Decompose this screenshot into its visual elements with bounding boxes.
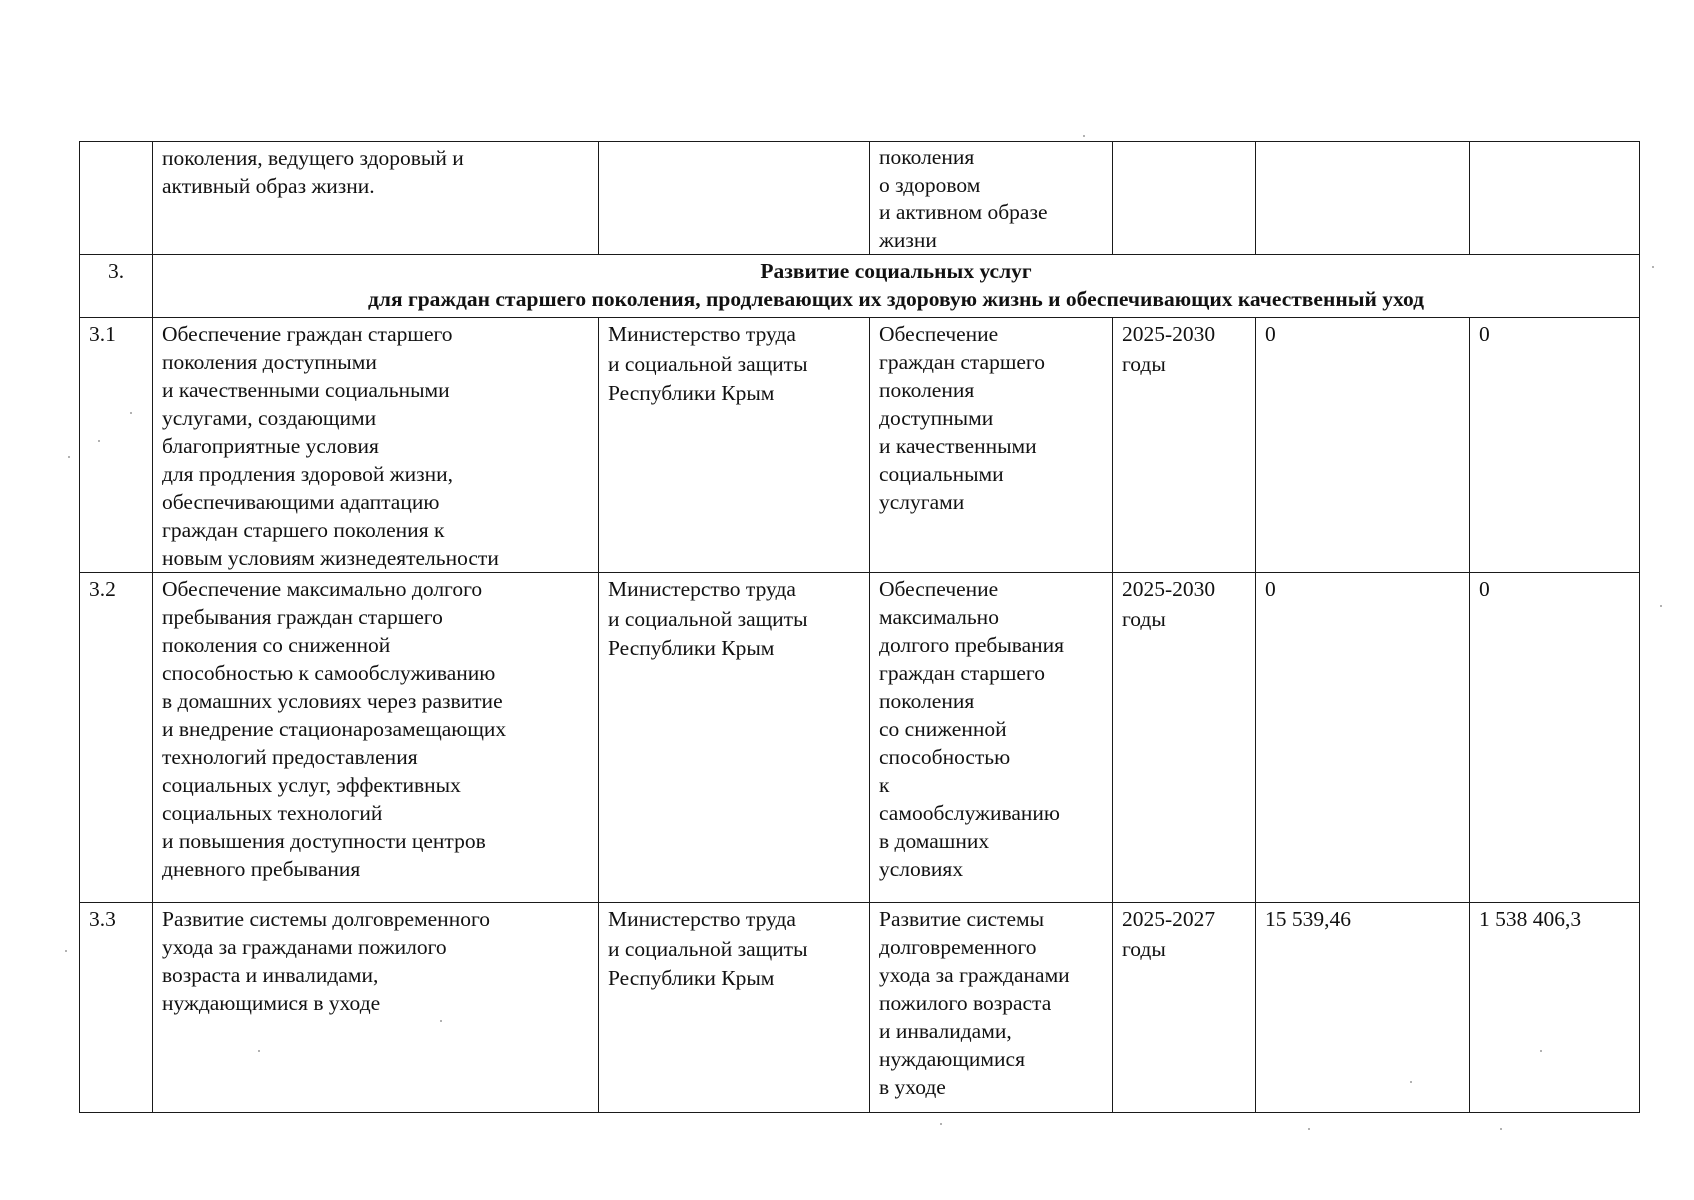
term-cell [1113,142,1256,255]
table-row [80,903,1640,1113]
table-row [80,573,1640,903]
sum-a-cell: 0 [1256,318,1470,573]
sum-a-cell: 15 539,46 [1256,903,1470,1113]
scan-speck [258,1050,260,1052]
sum-a-cell: 0 [1256,573,1470,903]
term-cell: 2025-2030 годы [1113,318,1256,573]
sum-b-cell [1470,142,1640,255]
scan-speck [1083,135,1085,137]
sum-b-cell: 1 538 406,3 [1470,903,1640,1113]
sum-b-cell: 0 [1470,318,1640,573]
task-cell: Обеспечение максимально долгого пребывания граждан старшего поколения со сниженной способностью к самообслуживанию в домашних условиях через развитие и внедрение стационарозамещающих технологий предоставления социальных услуг, эффективных социальных технологий и повышения доступности центров дневного пребывания [153,573,599,903]
result-cell: Обеспечение граждан старшего поколения доступными и качественными социальными услугами [870,318,1113,573]
row-number-cell [80,142,153,255]
scan-speck [1652,266,1654,268]
continuation-row [80,142,1640,255]
task-cell: Обеспечение граждан старшего поколения доступными и качественными социальными услугами, создающими благоприятные условия для продления здоровой жизни, обеспечивающими адаптацию граждан старшего поколения к новым условиям жизнедеятельности [153,318,599,573]
result-cell: Обеспечение максимально долгого пребывания граждан старшего поколения со сниженной способностью к самообслуживанию в домашних условиях [870,573,1113,903]
term-cell: 2025-2030 годы [1113,573,1256,903]
result-cell: поколения о здоровом и активном образе жизни [870,142,1113,255]
executor-cell: Министерство труда и социальной защиты Республики Крым [599,903,870,1113]
task-cell: поколения, ведущего здоровый и активный образ жизни. [153,142,599,255]
result-cell: Развитие системы долговременного ухода за гражданами пожилого возраста и инвалидами, нуждающимися в уходе [870,903,1113,1113]
row-number-cell: 3.3 [80,903,153,1113]
term-cell: 2025-2027 годы [1113,903,1256,1113]
section-title: Развитие социальных услуг для граждан старшего поколения, продлевающих их здоровую жизнь и обеспечивающих качественный уход [153,255,1640,318]
row-number-cell: 3.1 [80,318,153,573]
executor-cell: Министерство труда и социальной защиты Республики Крым [599,318,870,573]
scan-speck [1660,605,1662,607]
measures-table [79,141,1640,1113]
section-row [80,255,1640,318]
scan-speck [130,412,132,414]
scan-speck [65,950,67,952]
scan-speck [1500,1128,1502,1130]
executor-cell: Министерство труда и социальной защиты Республики Крым [599,573,870,903]
sum-b-cell: 0 [1470,573,1640,903]
section-number: 3. [80,255,153,318]
sum-a-cell [1256,142,1470,255]
scan-speck [940,1123,942,1125]
scan-speck [1308,1128,1310,1130]
scan-speck [98,440,100,442]
task-cell: Развитие системы долговременного ухода за гражданами пожилого возраста и инвалидами, нуждающимися в уходе [153,903,599,1113]
scan-speck [1540,1050,1542,1052]
row-number-cell: 3.2 [80,573,153,903]
scan-speck [68,456,70,458]
executor-cell [599,142,870,255]
table-row [80,318,1640,573]
scan-speck [1410,1081,1412,1083]
scan-speck [440,1020,442,1022]
